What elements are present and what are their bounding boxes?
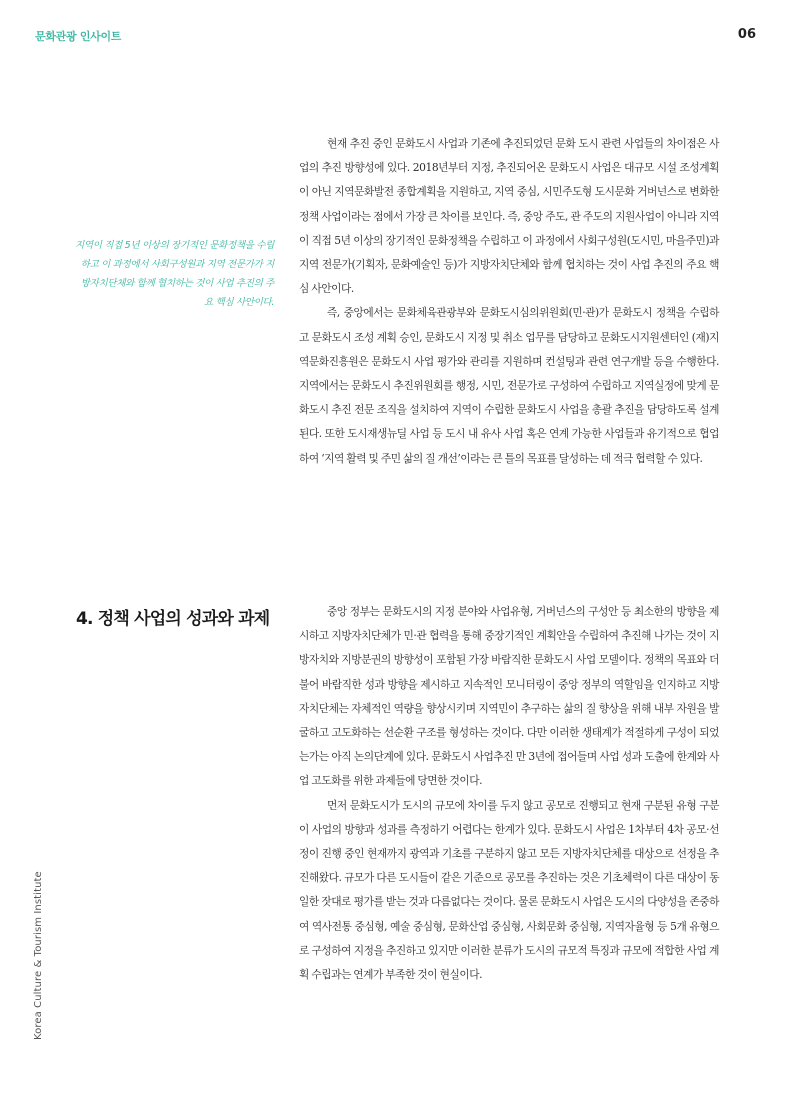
publication-title: 문화관광 인사이트 xyxy=(35,30,122,43)
body-paragraph: 먼저 문화도시가 도시의 규모에 차이를 두지 않고 공모로 진행되고 현재 구분된 유형 구분이 사업의 방향과 성과를 측정하기 어렵다는 한계가 있다. 문화도시 사업은 1차부터 4차 공모·선정이 진행 중인 현재까지 광역과 기초를 구분하지 않고 모든 지방자치단체를 대상으로 선정을 추진해왔다. 규모가 다른 도시들이 같은 기준으로 공모를 추진하는 것은 기초체력이 다른 대상이 동일한 잣대로 평가를 받는 것과 다름없다는 것이다. 물론 문화도시 사업은 도시의 다양성을 존중하여 역사전통 중심형, 예술 중심형, 문화산업 중심형, 사회문화 중심형, 지역자율형 등 5개 유형으로 구성하여 지정을 추진하고 있지만 이러한 분류가 도시의 규모적 특징과 규모에 적합한 사업 계획 수립과는 연계가 부족한 것이 현실이다. xyxy=(299,798,719,982)
pull-quote: 지역이 직접 5년 이상의 장기적인 문화정책을 수립하고 이 과정에서 사회구성원과 지역 전문가가 지방자치단체와 함께 협치하는 것이 사업 추진의 주요 핵심 사안이다. xyxy=(75,240,274,308)
page-number: 06 xyxy=(737,27,756,42)
body-text-block-2 xyxy=(299,600,719,987)
section-heading: 4. 정책 사업의 성과와 과제 xyxy=(76,609,270,629)
body-paragraph: 즉, 중앙에서는 문화체육관광부와 문화도시심의위원회(민·관)가 문화도시 정책을 수립하고 문화도시 조성 계획 승인, 문화도시 지정 및 취소 업무를 담당하고 문화도시지원센터인 (재)지역문화진흥원은 문화도시 사업 평가와 관리를 지원하며 컨설팅과 관련 연구개발 등을 수행한다. 지역에서는 문화도시 추진위원회를 행정, 시민, 전문가로 구성하여 수립하고 지역실정에 맞게 문화도시 추진 전문 조직을 설치하여 지역이 수립한 문화도시 사업을 총괄 추진을 담당하도록 설계된다. 또한 도시재생뉴딜 사업 등 도시 내 유사 사업 혹은 연계 가능한 사업들과 유기적으로 협업하여 ‘지역 활력 및 주민 삶의 질 개선’이라는 큰 틀의 목표를 달성하는 데 적극 협력할 수 있다. xyxy=(299,306,719,465)
body-paragraph: 현재 추진 중인 문화도시 사업과 기존에 추진되었던 문화 도시 관련 사업들의 차이점은 사업의 추진 방향성에 있다. 2018년부터 지정, 추진되어온 문화도시 사업은 대규모 시설 조성계획이 아닌 지역문화발전 종합계획을 지원하고, 지역 중심, 시민주도형 도시문화 거버넌스로 변화한 정책 사업이라는 점에서 가장 큰 차이를 보인다. 즉, 중앙 주도, 관 주도의 지원사업이 아니라 지역이 직접 5년 이상의 장기적인 문화정책을 수립하고 이 과정에서 사회구성원(도시민, 마을주민)과 지역 전문가(기획자, 문화예술인 등)가 지방자치단체와 함께 협치하는 것이 사업 추진의 주요 핵심 사안이다. xyxy=(299,137,719,296)
body-paragraph: 중앙 정부는 문화도시의 지정 분야와 사업유형, 거버넌스의 구성안 등 최소한의 방향을 제시하고 지방자치단체가 민·관 협력을 통해 중장기적인 계획안을 수립하여 추진해 나가는 것이 지방자치와 지방분권의 방향성이 포함된 가장 바람직한 문화도시 사업 모델이다. 정책의 목표와 더불어 바람직한 성과 방향을 제시하고 지속적인 모니터링이 중앙 정부의 역할임을 인지하고 지방자치단체는 자체적인 역량을 향상시키며 지역민이 추구하는 삶의 질 향상을 위해 내부 자원을 발굴하고 고도화하는 선순환 구조를 형성하는 것이다. 다만 이러한 생태계가 적절하게 구성이 되었는가는 아직 논의단계에 있다. 문화도시 사업추진 만 3년에 접어들며 사업 성과 도출에 한계와 사업 고도화를 위한 과제들에 당면한 것이다. xyxy=(299,605,719,788)
body-text-block-1 xyxy=(299,132,719,471)
vertical-organization-name: Korea Culture & Tourism Institute xyxy=(33,871,44,1040)
